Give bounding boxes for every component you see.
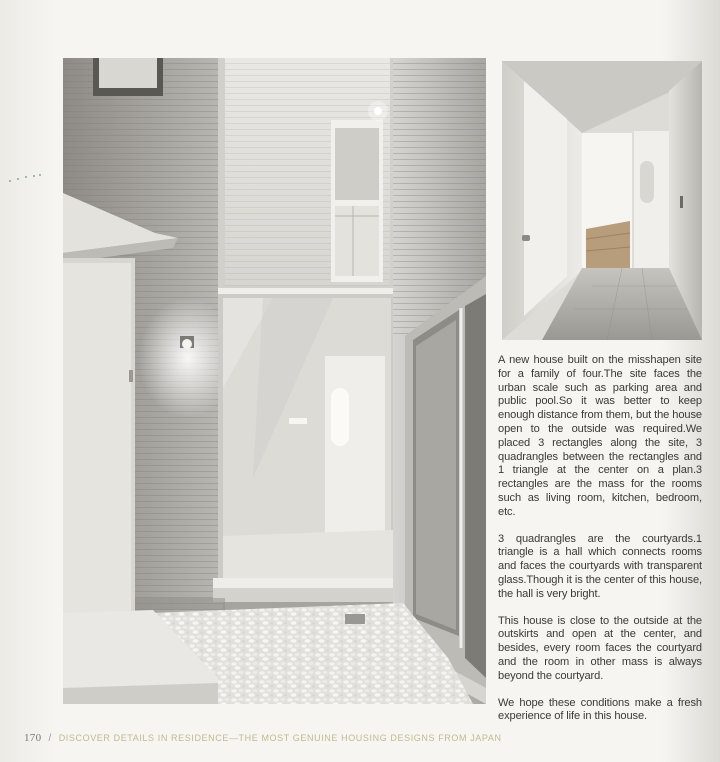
article-body <box>498 354 702 737</box>
paragraph-2: 3 quadrangles are the courtyards.1 triangle is a hall which connects rooms and faces the courtyards with transparent glass.Though it is the center of this house, the hall is very bright. <box>498 532 702 600</box>
page-number: 170 <box>24 732 42 744</box>
corridor-photo <box>502 61 702 340</box>
page-footer <box>24 732 502 746</box>
book-title: DISCOVER DETAILS IN RESIDENCE—THE MOST GENUINE HOUSING DESIGNS FROM JAPAN <box>58 733 502 743</box>
paragraph-4: We hope these conditions make a fresh experience of life in this house. <box>498 696 702 723</box>
courtyard-photo <box>63 58 486 704</box>
scan-dots <box>6 171 46 191</box>
footer-separator: / <box>48 733 52 744</box>
paragraph-1: A new house built on the misshapen site for a family of four.The site faces the urban scale such as parking area and public pool.So it was better to keep enough distance from them, but the house open to the outside was required.We placed 3 rectangles along the site, 3 quadrangles between the rectangles and 1 triangle at the center on a plan.3 rectangles are the mass for the rooms such as living room, kitchen, bedroom, etc. <box>498 354 702 518</box>
paragraph-3: This house is close to the outside at the outskirts and open at the center, and besides, every room faces the courtyard and the room in other mass is always beyond the courtyard. <box>498 614 702 682</box>
